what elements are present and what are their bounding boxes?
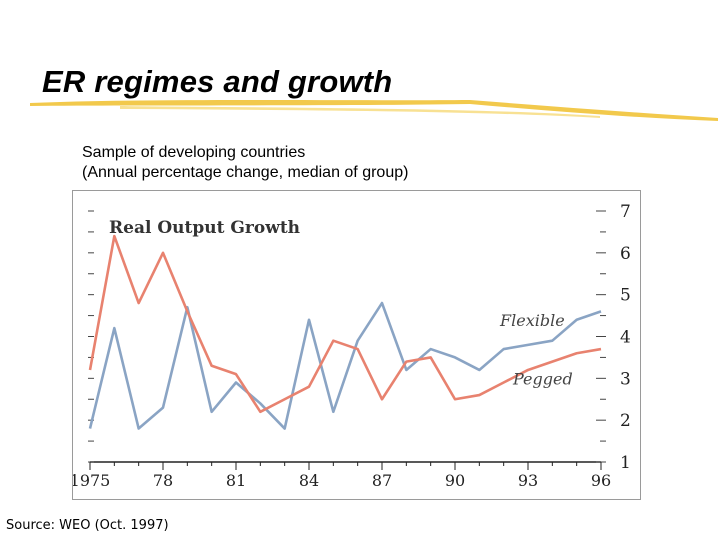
x-tick-label: 84 [298,471,320,490]
y-tick-label: 4 [620,327,631,348]
x-tick-label: 78 [152,471,174,490]
x-tick-label: 1975 [73,471,111,490]
x-tick-label: 81 [225,471,247,490]
y-tick-label: 6 [620,243,631,264]
real-output-growth-chart [73,191,640,499]
slide-title: ER regimes and growth [42,64,393,99]
y-tick-label: 3 [620,369,631,390]
series-label-flexible: Flexible [500,311,565,331]
x-tick-label: 96 [590,471,612,490]
x-tick-label: 93 [517,471,539,490]
chart-subtitle-line-2: (Annual percentage change, median of group) [82,164,409,181]
source-note: Source: WEO (Oct. 1997) [6,518,169,533]
y-tick-label: 7 [620,202,631,222]
y-tick-label: 1 [620,453,631,473]
chart-title: Real Output Growth [109,218,301,238]
x-tick-label: 87 [371,471,393,490]
series-label-pegged: Pegged [513,369,573,389]
y-tick-label: 2 [620,411,631,432]
y-tick-label: 5 [620,285,631,306]
x-tick-label: 90 [444,471,466,490]
chart-frame [72,190,641,500]
chart-subtitle-line-1: Sample of developing countries [82,144,306,161]
